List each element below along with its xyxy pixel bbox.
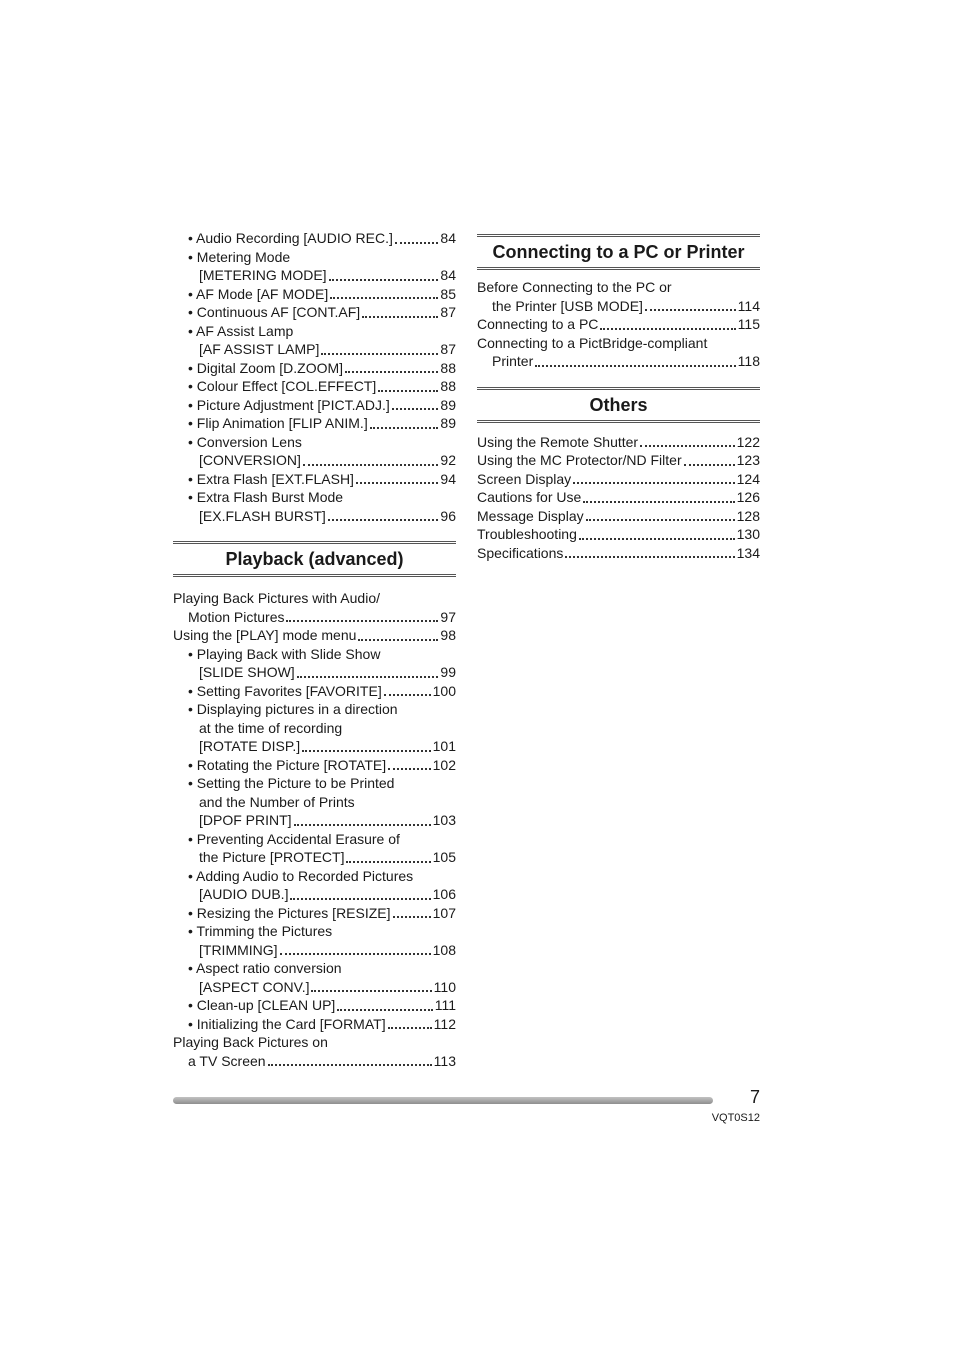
dot-leader	[297, 676, 439, 678]
toc-entry	[173, 229, 456, 248]
toc-entry-text: [DPOF PRINT]	[199, 812, 292, 828]
dot-leader	[388, 1027, 432, 1029]
pc-toc-list	[477, 278, 760, 371]
toc-entry-text: Cautions for Use	[477, 489, 582, 505]
toc-entry	[173, 904, 456, 923]
dot-leader	[358, 639, 438, 641]
toc-entry-text: • Rotating the Picture [ROTATE]	[188, 756, 387, 773]
playback-toc-list	[173, 589, 456, 1070]
toc-entry	[173, 700, 456, 756]
toc-page-number: 112	[433, 1015, 456, 1032]
toc-entry-row	[173, 811, 456, 830]
toc-page-number: 111	[434, 997, 456, 1013]
toc-entry-row	[477, 315, 760, 334]
toc-entry-row	[477, 297, 760, 316]
toc-entry	[477, 433, 760, 452]
toc-entry-row	[477, 470, 760, 489]
dot-leader	[362, 316, 438, 318]
toc-page-number: 126	[736, 489, 760, 505]
toc-entry-text: [EX.FLASH BURST]	[199, 507, 326, 524]
toc-entry-line	[173, 1033, 456, 1052]
toc-entry-row	[173, 470, 456, 489]
toc-entry-line	[477, 334, 760, 353]
toc-entry-text: [SLIDE SHOW]	[199, 664, 295, 680]
toc-entry	[173, 645, 456, 682]
toc-entry-line	[173, 867, 456, 886]
toc-entry-row	[173, 377, 456, 396]
dot-leader	[579, 538, 735, 540]
toc-entry	[477, 470, 760, 489]
toc-page-number: 123	[736, 452, 760, 468]
toc-entry-text: Playing Back Pictures on	[173, 1034, 328, 1050]
toc-entry-text: Motion Pictures	[188, 608, 285, 625]
toc-entry-row	[173, 285, 456, 304]
toc-entry	[173, 377, 456, 396]
toc-entry	[173, 433, 456, 470]
toc-entry-text: • Setting Favorites [FAVORITE]	[188, 682, 382, 699]
toc-entry-text: [CONVERSION]	[199, 452, 301, 468]
dot-leader	[684, 464, 735, 466]
toc-entry-row	[173, 340, 456, 359]
toc-entry-line	[173, 322, 456, 341]
toc-page-number: 124	[736, 470, 760, 487]
toc-entry	[173, 359, 456, 378]
dot-leader	[388, 768, 431, 770]
dot-leader	[268, 1064, 432, 1066]
dot-leader	[303, 464, 439, 466]
toc-entry-line	[173, 774, 456, 793]
toc-page-number: 88	[440, 378, 456, 394]
dot-leader	[392, 408, 439, 410]
toc-entry-text: • Clean-up [CLEAN UP]	[188, 997, 336, 1013]
toc-entry	[173, 682, 456, 701]
toc-entry-line	[173, 700, 456, 719]
toc-entry-text: • Initializing the Card [FORMAT]	[188, 1015, 386, 1032]
toc-entry-text: [TRIMMING]	[199, 941, 278, 958]
dot-leader	[535, 365, 735, 367]
dot-leader	[337, 1009, 432, 1011]
toc-entry-text: [METERING MODE]	[199, 267, 327, 283]
footer-rule	[173, 1097, 713, 1104]
toc-entry-text: • Trimming the Pictures	[188, 923, 333, 939]
toc-entry	[173, 830, 456, 867]
toc-entry-text: • Flip Animation [FLIP ANIM.]	[188, 415, 368, 431]
toc-entry	[173, 1033, 456, 1070]
toc-page-number: 100	[432, 682, 456, 699]
toc-entry	[173, 867, 456, 904]
toc-entry-text: Using the MC Protector/ND Filter	[477, 452, 682, 468]
dot-leader	[345, 371, 438, 373]
toc-page-number: 97	[440, 608, 456, 625]
toc-entry-text: Playing Back Pictures with Audio/	[173, 590, 380, 606]
dot-leader	[573, 482, 734, 484]
toc-entry	[477, 507, 760, 526]
toc-page-number: 130	[736, 526, 760, 542]
toc-entry-text: • Playing Back with Slide Show	[188, 645, 381, 662]
toc-page-number: 84	[440, 230, 456, 246]
toc-entry-text: Specifications	[477, 544, 564, 561]
dot-leader	[586, 519, 735, 521]
toc-entry	[477, 315, 760, 334]
toc-page-number: 99	[440, 664, 456, 680]
toc-entry-row	[173, 266, 456, 285]
toc-page-number: 106	[432, 886, 456, 902]
model-code: VQT0S12	[711, 1112, 760, 1124]
page-number: 7	[749, 1087, 760, 1107]
toc-entry-row	[477, 352, 760, 371]
toc-page-number: 122	[736, 433, 760, 450]
dot-leader	[286, 620, 438, 622]
toc-entry	[173, 285, 456, 304]
toc-page-number: 102	[432, 756, 456, 773]
toc-entry-text: the Printer [USB MODE]	[492, 297, 643, 314]
toc-entry	[173, 996, 456, 1015]
dot-leader	[280, 953, 431, 955]
toc-entry-text: Message Display	[477, 507, 584, 524]
toc-entry	[173, 756, 456, 775]
toc-entry-row	[477, 433, 760, 452]
toc-entry-text: a TV Screen	[188, 1052, 266, 1069]
dot-leader	[321, 353, 438, 355]
toc-entry-text: • Picture Adjustment [PICT.ADJ.]	[188, 396, 390, 413]
toc-entry-text: • Displaying pictures in a direction	[188, 701, 398, 717]
toc-entry-row	[173, 414, 456, 433]
toc-entry-row	[173, 996, 456, 1015]
toc-entry	[173, 248, 456, 285]
toc-page-number: 92	[440, 452, 456, 468]
toc-entry	[173, 488, 456, 525]
toc-entry-text: • Colour Effect [COL.EFFECT]	[188, 378, 377, 394]
toc-entry-text: • Preventing Accidental Erasure of	[188, 830, 400, 847]
toc-entry-row	[173, 885, 456, 904]
toc-entry	[173, 589, 456, 626]
dot-leader	[378, 390, 438, 392]
dot-leader	[583, 501, 734, 503]
toc-page-number: 103	[432, 812, 456, 828]
toc-entry-text: [ASPECT CONV.]	[199, 978, 310, 995]
toc-entry	[173, 959, 456, 996]
toc-entry-text: at the time of recording	[199, 719, 343, 736]
dot-leader	[640, 445, 735, 447]
toc-page-number: 115	[737, 316, 760, 332]
toc-entry-line	[173, 248, 456, 267]
toc-page-number: 88	[440, 359, 456, 376]
toc-page-number: 87	[440, 304, 456, 320]
toc-entry	[477, 544, 760, 563]
toc-entry-text: Troubleshooting	[477, 526, 577, 542]
toc-entry-text: Using the [PLAY] mode menu	[173, 627, 357, 643]
toc-page-number: 94	[440, 470, 456, 487]
toc-entry-row	[173, 1015, 456, 1034]
dot-leader	[565, 556, 734, 558]
toc-entry	[477, 334, 760, 371]
toc-entry-text: • AF Mode [AF MODE]	[188, 285, 329, 302]
toc-page-number: 108	[432, 941, 456, 958]
toc-entry-row	[477, 525, 760, 544]
dot-leader	[329, 279, 439, 281]
toc-entry-row	[173, 303, 456, 322]
dot-leader	[356, 482, 438, 484]
toc-entry-row	[173, 229, 456, 248]
toc-entry	[173, 322, 456, 359]
toc-entry-row	[173, 663, 456, 682]
toc-entry-line	[173, 830, 456, 849]
left-column	[173, 229, 456, 1070]
dot-leader	[645, 309, 736, 311]
others-toc-list	[477, 433, 760, 563]
toc-page-number: 128	[736, 507, 760, 524]
toc-entry-row	[477, 451, 760, 470]
toc-entry-text: • Extra Flash Burst Mode	[188, 489, 344, 505]
toc-entry-text: Screen Display	[477, 470, 572, 487]
dot-leader	[393, 916, 431, 918]
toc-page-number: 96	[440, 507, 456, 524]
toc-entry	[477, 525, 760, 544]
toc-entry	[173, 774, 456, 830]
settings-toc-list	[173, 229, 456, 525]
toc-entry-line	[173, 793, 456, 812]
toc-page-number: 85	[440, 285, 456, 302]
toc-page-number: 89	[440, 415, 456, 431]
toc-entry-text: Connecting to a PictBridge-compliant	[477, 334, 708, 351]
toc-page-number: 114	[737, 297, 760, 314]
toc-entry-text: Using the Remote Shutter	[477, 433, 639, 450]
toc-entry-text: [AUDIO DUB.]	[199, 886, 289, 902]
toc-page-number: 105	[432, 849, 456, 865]
toc-entry-text: • Conversion Lens	[188, 433, 302, 450]
toc-page-number: 110	[433, 978, 456, 995]
toc-entry-text: • Aspect ratio conversion	[188, 960, 342, 976]
toc-entry	[477, 488, 760, 507]
toc-entry	[477, 451, 760, 470]
toc-entry-text: • Resizing the Pictures [RESIZE]	[188, 904, 391, 921]
dot-leader	[346, 861, 430, 863]
dot-leader	[395, 242, 439, 244]
toc-entry-text: • Setting the Picture to be Printed	[188, 775, 395, 791]
toc-entry-text: • Metering Mode	[188, 248, 291, 265]
toc-entry-row	[173, 941, 456, 960]
dot-leader	[384, 694, 431, 696]
toc-entry-row	[173, 626, 456, 645]
toc-entry-row	[173, 978, 456, 997]
toc-entry	[173, 1015, 456, 1034]
toc-entry-text: • Audio Recording [AUDIO REC.]	[188, 230, 393, 246]
toc-entry-text: the Picture [PROTECT]	[199, 849, 345, 865]
toc-page-number: 107	[432, 904, 456, 921]
toc-page-number: 134	[736, 544, 760, 561]
toc-page-number: 118	[737, 353, 760, 369]
dot-leader	[328, 519, 439, 521]
dot-leader	[370, 427, 439, 429]
section-heading-connecting-pc-printer: Connecting to a PC or Printer	[477, 234, 760, 270]
toc-entry-text: • Adding Audio to Recorded Pictures	[188, 867, 414, 884]
toc-entry-text: • Digital Zoom [D.ZOOM]	[188, 359, 344, 376]
toc-entry-line	[173, 922, 456, 941]
toc-entry-line	[173, 645, 456, 664]
toc-entry-line	[173, 959, 456, 978]
toc-entry	[173, 922, 456, 959]
toc-entry-text: Printer	[492, 353, 534, 369]
toc-page-number: 87	[440, 341, 456, 357]
toc-entry	[173, 303, 456, 322]
toc-entry-text: and the Number of Prints	[199, 793, 355, 810]
dot-leader	[302, 750, 431, 752]
toc-entry-line	[173, 589, 456, 608]
toc-entry	[173, 414, 456, 433]
toc-page-number: 98	[440, 627, 456, 643]
toc-entry	[173, 470, 456, 489]
toc-entry-row	[173, 451, 456, 470]
toc-entry-text: [AF ASSIST LAMP]	[199, 341, 320, 357]
dot-leader	[600, 328, 735, 330]
toc-entry-line	[173, 719, 456, 738]
toc-page-number: 101	[432, 738, 456, 754]
toc-entry-row	[477, 544, 760, 563]
toc-entry-text: • Extra Flash [EXT.FLASH]	[188, 470, 354, 487]
toc-entry-row	[477, 488, 760, 507]
toc-entry-row	[173, 608, 456, 627]
right-column	[477, 234, 760, 562]
toc-entry-text: Connecting to a PC	[477, 316, 599, 332]
toc-entry-row	[173, 904, 456, 923]
toc-entry-row	[173, 848, 456, 867]
toc-entry-row	[173, 396, 456, 415]
dot-leader	[294, 824, 431, 826]
toc-entry-row	[173, 682, 456, 701]
toc-page-number: 84	[440, 267, 456, 283]
toc-entry	[173, 626, 456, 645]
toc-entry-row	[173, 1052, 456, 1071]
toc-entry-text: • Continuous AF [CONT.AF]	[188, 304, 361, 320]
toc-entry-row	[173, 756, 456, 775]
toc-page-number: 113	[433, 1052, 456, 1069]
toc-entry-row	[173, 359, 456, 378]
toc-entry-line	[173, 488, 456, 507]
toc-entry-row	[173, 737, 456, 756]
toc-page-number: 89	[440, 396, 456, 413]
dot-leader	[330, 297, 438, 299]
toc-entry-line	[173, 433, 456, 452]
toc-entry	[477, 278, 760, 315]
toc-entry-text: • AF Assist Lamp	[188, 322, 294, 339]
toc-entry	[173, 396, 456, 415]
toc-entry-text: Before Connecting to the PC or	[477, 279, 672, 295]
toc-entry-row	[173, 507, 456, 526]
toc-entry-row	[477, 507, 760, 526]
toc-entry-line	[477, 278, 760, 297]
toc-entry-text: [ROTATE DISP.]	[199, 738, 301, 754]
dot-leader	[311, 990, 431, 992]
section-heading-others: Others	[477, 387, 760, 423]
dot-leader	[290, 898, 430, 900]
section-heading-playback-advanced: Playback (advanced)	[173, 541, 456, 577]
